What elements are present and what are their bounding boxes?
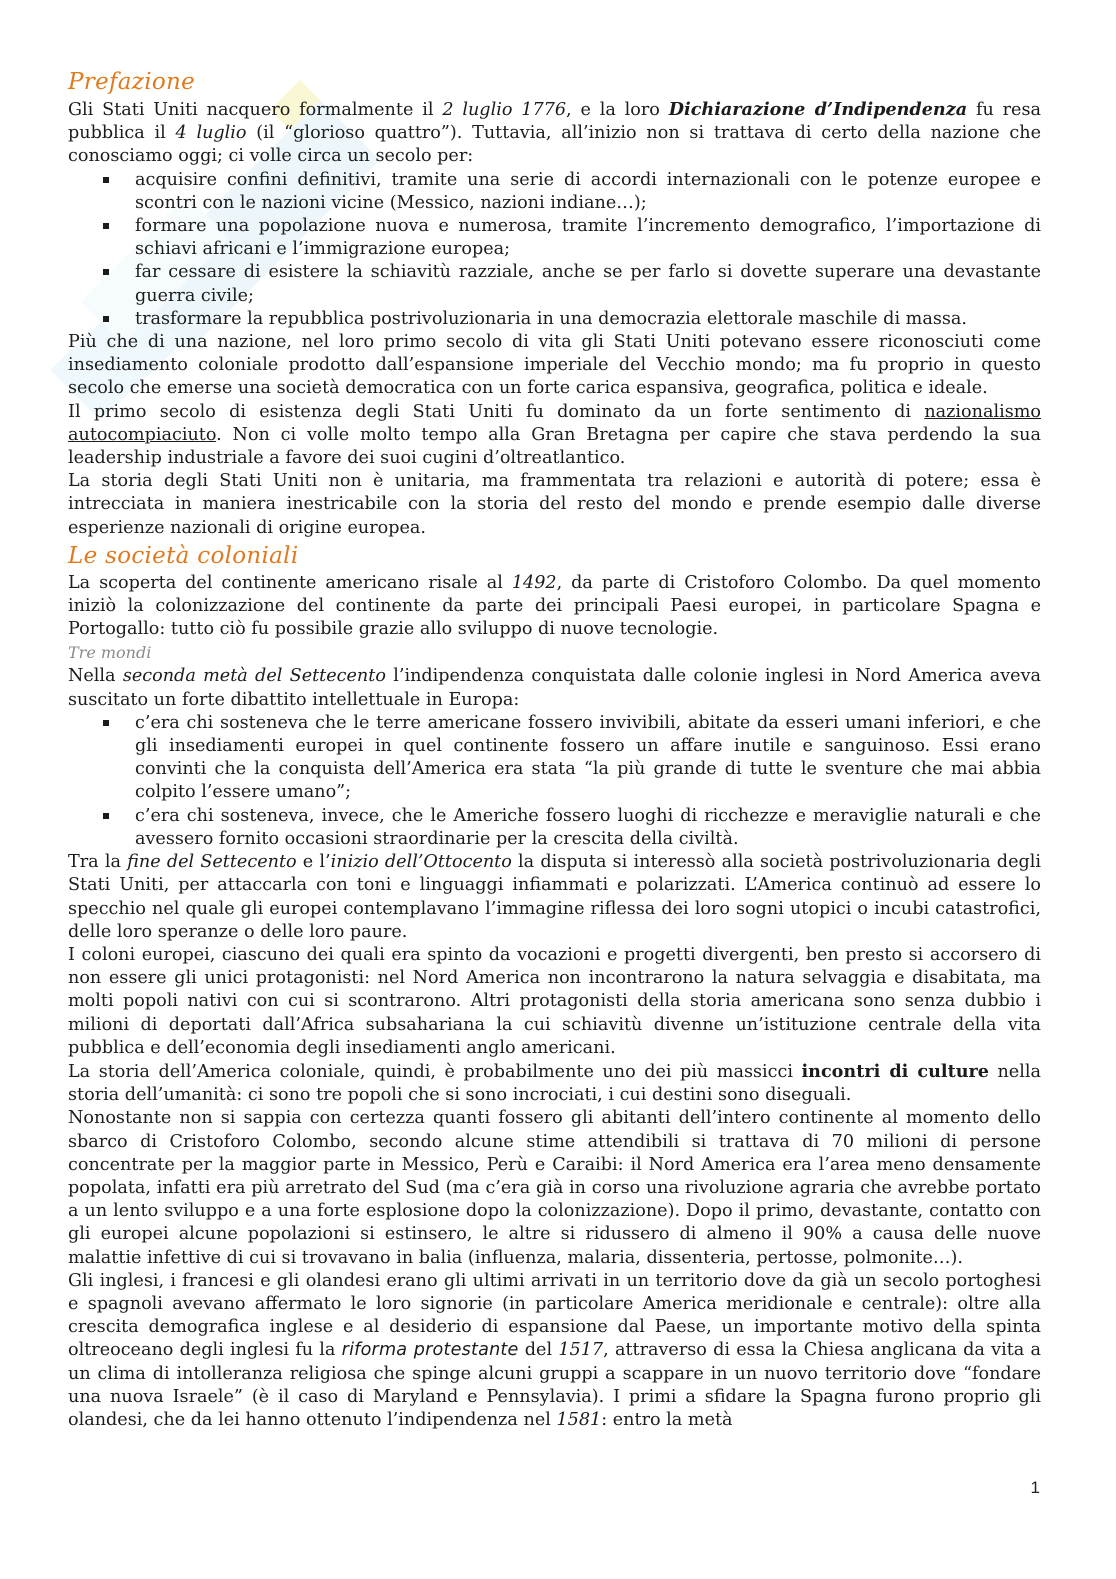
list-item: far cessare di esistere la schiavitù razziale, anche se per farlo si dovette superare una devastante guerra civile; bbox=[135, 261, 1041, 307]
paragraph: I coloni europei, ciascuno dei quali era spinto da vocazioni e progetti divergenti, ben presto si accorsero di non essere gli unici protagonisti: nel Nord America non incontrarono la natura selvaggia e disabitata, ma molti popoli nativi con cui si scontrarono. Altri protagonisti della storia americana sono senza dubbio i milioni di deportati dall’Africa subsahariana la cui schiavitù divenne un’istituzione centrale della vita pubblica e dell’economia degli insediamenti anglo americani. bbox=[68, 944, 1041, 1058]
paragraph: La scoperta del continente americano risale al 1492, da parte di Cristoforo Colombo. Da quel momento iniziò la colonizzazione del continente da parte dei principali Paesi europei, in particolare Spagna e Portogallo: tutto ciò fu possibile grazie allo sviluppo di nuove tecnologie. bbox=[68, 572, 1041, 640]
bullet-list bbox=[68, 712, 1041, 851]
paragraph: Gli Stati Uniti nacquero formalmente il 2 luglio 1776, e la loro Dichiarazione d’Indipendenza fu resa pubblica il 4 luglio (il “glorioso quattro”). Tuttavia, all’inizio non si trattava di certo della nazione che conosciamo oggi; ci volle circa un secolo per: bbox=[68, 99, 1041, 167]
list-item: acquisire confini definitivi, tramite una serie di accordi internazionali con le potenze europee e scontri con le nazioni vicine (Messico, nazioni indiane…); bbox=[135, 169, 1041, 215]
list-item: formare una popolazione nuova e numerosa, tramite l’incremento demografico, l’importazione di schiavi africani e l’immigrazione europea; bbox=[135, 215, 1041, 261]
subsection-title-tre-mondi: Tre mondi bbox=[68, 643, 152, 663]
document-body bbox=[68, 66, 1041, 1432]
list-item: trasformare la repubblica postrivoluzionaria in una democrazia elettorale maschile di massa. bbox=[135, 308, 1041, 331]
page-number: 1 bbox=[1030, 1478, 1040, 1497]
list-item: c’era chi sosteneva che le terre americane fossero invivibili, abitate da esseri umani inferiori, e che gli insediamenti europei in quel continente fossero un affare inutile e sanguinoso. Essi erano convinti che la conquista dell’America era stata “la più grande di tutte le sventure che mai abbia colpito l’essere umano”; bbox=[135, 712, 1041, 805]
paragraph: Più che di una nazione, nel loro primo secolo di vita gli Stati Uniti potevano essere riconosciuti come insediamento coloniale prodotto dall’espansione imperiale del Vecchio mondo; ma fu proprio in questo secolo che emerse una società democratica con un forte carica espansiva, geografica, politica e ideale. bbox=[68, 332, 1041, 399]
list-item: c’era chi sosteneva, invece, che le Americhe fossero luoghi di ricchezze e meraviglie naturali e che avessero fornito occasioni straordinarie per la crescita della civiltà. bbox=[135, 805, 1041, 851]
paragraph: Nonostante non si sappia con certezza quanti fossero gli abitanti dell’intero continente al momento dello sbarco di Cristoforo Colombo, secondo alcune stime attendibili si trattava di 70 milioni di persone concentrate per la maggior parte in Messico, Perù e Caraibi: il Nord America era l’area meno densamente popolata, infatti era più arretrato del Sud (ma c’era già in corso una rivoluzione agraria che avrebbe portato a un lento sviluppo e a una forte esplosione dopo la colonizzazione). Dopo il primo, devastante, contatto con gli europei alcune popolazioni si estinsero, le altre si ridussero di almeno il 90% a causa delle nuove malattie infettive di cui si trovavano in balia (influenza, malaria, dissenteria, pertosse, polmonite…). bbox=[68, 1108, 1041, 1268]
section-title-prefazione: Prefazione bbox=[68, 69, 196, 95]
paragraph: Gli inglesi, i francesi e gli olandesi erano gli ultimi arrivati in un territorio dove da già un secolo portoghesi e spagnoli avevano affermato le loro signorie (in particolare America meridionale e centrale): oltre alla crescita demografica inglese e al desiderio di espansione dal Paese, un importante motivo della spinta oltreoceano degli inglesi fu la riforma protestante del 1517, attraverso di essa la Chiesa anglicana da vita a un clima di intolleranza religiosa che spinge alcuni gruppi a scappare in un nuovo territorio dove “fondare una nuova Israele” (è il caso di Maryland e Pennsylavia). I primi a sfidare la Spagna furono proprio gli olandesi, che da lei hanno ottenuto l’indipendenza nel 1581: entro la metà bbox=[68, 1270, 1041, 1430]
paragraph: Tra la fine del Settecento e l’inizio dell’Ottocento la disputa si interessò alla società postrivoluzionaria degli Stati Uniti, per attaccarla con toni e linguaggi infiammati e polarizzati. L’America continuò ad essere lo specchio nel quale gli europei contemplavano l’immagine riflessa dei loro sogni utopici o incubi catastrofici, delle loro speranze o delle loro paure. bbox=[68, 852, 1042, 942]
bullet-list bbox=[68, 169, 1041, 331]
section-title-societa-coloniali: Le società coloniali bbox=[68, 542, 299, 569]
paragraph: Il primo secolo di esistenza degli Stati Uniti fu dominato da un forte sentimento di nazionalismo autocompiaciuto. Non ci volle molto tempo alla Gran Bretagna per capire che stava perdendo la sua leadership industriale a favore dei suoi cugini d’oltreatlantico. bbox=[68, 401, 1041, 469]
paragraph: Nella seconda metà del Settecento l’indipendenza conquistata dalle colonie inglesi in Nord America aveva suscitato un forte dibattito intellettuale in Europa: bbox=[68, 666, 1041, 710]
paragraph: La storia degli Stati Uniti non è unitaria, ma frammentata tra relazioni e autorità di potere; essa è intrecciata in maniera inestricabile con la storia del resto del mondo e prende esempio dalle diverse esperienze nazionali di origine europea. bbox=[68, 471, 1041, 538]
paragraph: La storia dell’America coloniale, quindi, è probabilmente uno dei più massicci incontri di culture nella storia dell’umanità: ci sono tre popoli che si sono incrociati, i cui destini sono diseguali. bbox=[68, 1060, 1041, 1106]
